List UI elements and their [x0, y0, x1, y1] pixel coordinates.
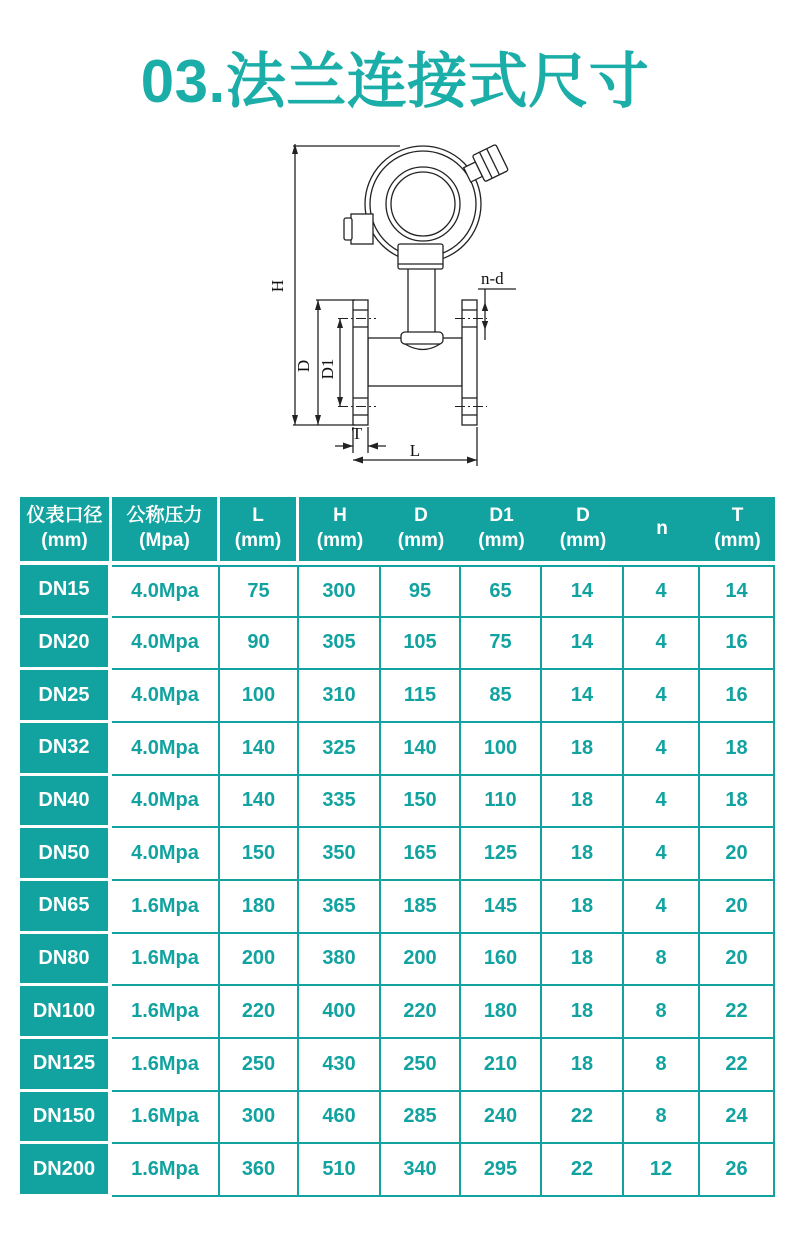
cell-n-DN40: 4	[624, 776, 700, 829]
row-header-DN125: DN125	[20, 1039, 112, 1092]
dim-label-H: H	[268, 279, 287, 293]
cell-D1-DN50: 125	[461, 828, 542, 881]
cell-pressure-DN200: 1.6Mpa	[112, 1144, 220, 1197]
cell-L-DN15: 75	[220, 565, 299, 618]
cell-H-DN150: 460	[299, 1092, 381, 1145]
cell-D-hole-DN125: 18	[542, 1039, 624, 1092]
cell-H-DN80: 380	[299, 934, 381, 987]
cell-D-DN20: 105	[381, 618, 461, 671]
column-header-D: D (mm)	[381, 497, 461, 565]
cell-D-hole-DN150: 22	[542, 1092, 624, 1145]
cell-D1-DN200: 295	[461, 1144, 542, 1197]
cell-n-DN150: 8	[624, 1092, 700, 1145]
cell-D-DN80: 200	[381, 934, 461, 987]
cell-H-DN200: 510	[299, 1144, 381, 1197]
dim-D1	[318, 319, 343, 407]
cell-L-DN65: 180	[220, 881, 299, 934]
cell-D-hole-DN20: 14	[542, 618, 624, 671]
cell-pressure-DN50: 4.0Mpa	[112, 828, 220, 881]
dim-label-T: T	[351, 424, 363, 443]
cell-H-DN100: 400	[299, 986, 381, 1039]
cell-T-DN15: 14	[700, 565, 775, 618]
dim-T	[335, 424, 386, 453]
cell-T-DN50: 20	[700, 828, 775, 881]
cell-n-DN125: 8	[624, 1039, 700, 1092]
dim-label-D1: D1	[318, 358, 337, 380]
cell-D-hole-DN25: 14	[542, 670, 624, 723]
cell-D-DN15: 95	[381, 565, 461, 618]
dim-label-D: D	[294, 359, 313, 373]
cell-L-DN40: 140	[220, 776, 299, 829]
cell-L-DN25: 100	[220, 670, 299, 723]
cell-D-hole-DN32: 18	[542, 723, 624, 776]
cell-D-DN200: 340	[381, 1144, 461, 1197]
cell-n-DN100: 8	[624, 986, 700, 1039]
row-header-DN25: DN25	[20, 670, 112, 723]
cell-D1-DN20: 75	[461, 618, 542, 671]
cell-D-DN125: 250	[381, 1039, 461, 1092]
cell-D-hole-DN200: 22	[542, 1144, 624, 1197]
row-header-DN50: DN50	[20, 828, 112, 881]
cell-n-DN15: 4	[624, 565, 700, 618]
cell-L-DN200: 360	[220, 1144, 299, 1197]
cell-T-DN20: 16	[700, 618, 775, 671]
cell-H-DN40: 335	[299, 776, 381, 829]
column-header-pressure: 公称压力 (Mpa)	[112, 497, 220, 565]
cell-D1-DN25: 85	[461, 670, 542, 723]
cell-L-DN32: 140	[220, 723, 299, 776]
flowmeter-technical-drawing	[245, 126, 545, 486]
cell-H-DN20: 305	[299, 618, 381, 671]
cell-D-DN40: 150	[381, 776, 461, 829]
cell-T-DN32: 18	[700, 723, 775, 776]
row-header-DN65: DN65	[20, 881, 112, 934]
pipe-body	[368, 332, 462, 386]
cell-D1-DN40: 110	[461, 776, 542, 829]
cell-n-DN65: 4	[624, 881, 700, 934]
cable-gland	[461, 144, 509, 187]
cell-D1-DN65: 145	[461, 881, 542, 934]
cell-n-DN20: 4	[624, 618, 700, 671]
cell-D-DN32: 140	[381, 723, 461, 776]
cell-pressure-DN25: 4.0Mpa	[112, 670, 220, 723]
cell-L-DN125: 250	[220, 1039, 299, 1092]
row-header-DN200: DN200	[20, 1144, 112, 1197]
column-header-n: n	[624, 497, 700, 565]
cell-T-DN65: 20	[700, 881, 775, 934]
cell-H-DN125: 430	[299, 1039, 381, 1092]
cell-pressure-DN32: 4.0Mpa	[112, 723, 220, 776]
cell-H-DN25: 310	[299, 670, 381, 723]
column-header-T: T (mm)	[700, 497, 775, 565]
cell-D1-DN80: 160	[461, 934, 542, 987]
cell-n-DN80: 8	[624, 934, 700, 987]
cell-D-hole-DN15: 14	[542, 565, 624, 618]
cell-pressure-DN40: 4.0Mpa	[112, 776, 220, 829]
cell-D1-DN100: 180	[461, 986, 542, 1039]
row-header-DN80: DN80	[20, 934, 112, 987]
dimension-spec-table	[20, 497, 775, 1197]
dim-nd	[478, 269, 516, 340]
cell-n-DN25: 4	[624, 670, 700, 723]
dim-label-L: L	[409, 441, 421, 460]
row-header-DN20: DN20	[20, 618, 112, 671]
cell-D-DN100: 220	[381, 986, 461, 1039]
cell-T-DN200: 26	[700, 1144, 775, 1197]
cell-pressure-DN150: 1.6Mpa	[112, 1092, 220, 1145]
cell-T-DN150: 24	[700, 1092, 775, 1145]
column-header-L: L (mm)	[220, 497, 299, 565]
cell-D1-DN15: 65	[461, 565, 542, 618]
cell-n-DN50: 4	[624, 828, 700, 881]
neck	[398, 244, 443, 333]
cell-pressure-DN20: 4.0Mpa	[112, 618, 220, 671]
cell-T-DN40: 18	[700, 776, 775, 829]
cell-D1-DN150: 240	[461, 1092, 542, 1145]
cell-L-DN50: 150	[220, 828, 299, 881]
cell-L-DN80: 200	[220, 934, 299, 987]
column-header-D1: D1 (mm)	[461, 497, 542, 565]
cell-D-hole-DN100: 18	[542, 986, 624, 1039]
column-header-D-hole: D (mm)	[542, 497, 624, 565]
page-title: 03.法兰连接式尺寸	[140, 48, 650, 115]
cell-D-DN50: 165	[381, 828, 461, 881]
cell-H-DN65: 365	[299, 881, 381, 934]
cell-pressure-DN100: 1.6Mpa	[112, 986, 220, 1039]
cell-H-DN50: 350	[299, 828, 381, 881]
row-header-DN150: DN150	[20, 1092, 112, 1145]
cell-pressure-DN15: 4.0Mpa	[112, 565, 220, 618]
cell-T-DN80: 20	[700, 934, 775, 987]
row-header-DN32: DN32	[20, 723, 112, 776]
row-header-DN100: DN100	[20, 986, 112, 1039]
dim-label-nd: n-d	[481, 269, 504, 288]
column-header-H: H (mm)	[299, 497, 381, 565]
cell-D1-DN125: 210	[461, 1039, 542, 1092]
cell-T-DN25: 16	[700, 670, 775, 723]
cell-T-DN125: 22	[700, 1039, 775, 1092]
cell-D-DN65: 185	[381, 881, 461, 934]
column-header-size: 仪表口径 (mm)	[20, 497, 112, 565]
cell-H-DN32: 325	[299, 723, 381, 776]
cell-L-DN150: 300	[220, 1092, 299, 1145]
cell-L-DN100: 220	[220, 986, 299, 1039]
cell-n-DN200: 12	[624, 1144, 700, 1197]
cell-D-hole-DN80: 18	[542, 934, 624, 987]
cell-D-hole-DN40: 18	[542, 776, 624, 829]
cell-D1-DN32: 100	[461, 723, 542, 776]
cell-D-hole-DN65: 18	[542, 881, 624, 934]
row-header-DN40: DN40	[20, 776, 112, 829]
cell-L-DN20: 90	[220, 618, 299, 671]
cell-pressure-DN80: 1.6Mpa	[112, 934, 220, 987]
cell-T-DN100: 22	[700, 986, 775, 1039]
cell-n-DN32: 4	[624, 723, 700, 776]
cell-D-DN25: 115	[381, 670, 461, 723]
cell-pressure-DN65: 1.6Mpa	[112, 881, 220, 934]
cell-H-DN15: 300	[299, 565, 381, 618]
row-header-DN15: DN15	[20, 565, 112, 618]
cell-pressure-DN125: 1.6Mpa	[112, 1039, 220, 1092]
cell-D-hole-DN50: 18	[542, 828, 624, 881]
side-box	[344, 214, 373, 244]
cell-D-DN150: 285	[381, 1092, 461, 1145]
